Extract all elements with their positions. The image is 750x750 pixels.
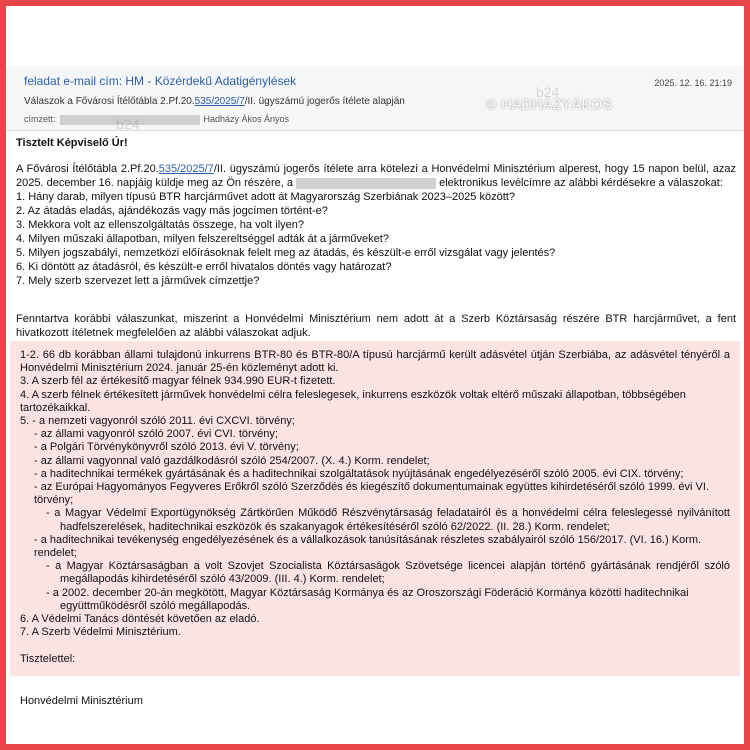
question-item: 2. Az átadás eladás, ajándékozás vagy más jogcímen történt-e? bbox=[16, 205, 328, 217]
intro-part-2: /II. ügyszámú jogerős ítélete arra kötelezi a Honvédelmi Minisztérium alperest, hogy 15 napon belül, azaz 2025. december 16. napjáig küldje meg az Ön részére, a bbox=[16, 163, 736, 189]
faint-watermark-2: b24 bbox=[116, 116, 140, 132]
greeting: Tisztelt Képviselő Úr! bbox=[16, 137, 128, 149]
answers-section bbox=[10, 341, 740, 707]
intro-part-3: elektronikus levélcímre az alábbi kérdésekre a válaszokat: bbox=[439, 177, 723, 189]
intro-paragraph bbox=[16, 162, 736, 190]
letter-body bbox=[16, 136, 736, 340]
question-item: 3. Mekkora volt az ellenszolgáltatás összege, ha volt ilyen? bbox=[16, 219, 304, 231]
question-item: 4. Milyen műszaki állapotban, milyen felszereltséggel adták át a járműveket? bbox=[16, 233, 389, 245]
question-item: 5. Milyen jogszabályi, nemzetközi előírásoknak felelt meg az átadás, és készült-e erről vizsgálat vagy jelentés? bbox=[16, 247, 556, 259]
question-item: 6. Ki döntött az átadásról, és készült-e erről hivatalos döntés vagy határozat? bbox=[16, 261, 392, 273]
signature: Honvédelmi Minisztérium bbox=[20, 694, 143, 707]
subject-line bbox=[24, 96, 405, 107]
email-header bbox=[6, 66, 744, 131]
intro-part-1: A Fővárosi Ítélőtábla 2.Pf.20. bbox=[16, 163, 159, 175]
answer-7: 7. A Szerb Védelmi Minisztérium. bbox=[20, 626, 181, 639]
faint-watermark-1: b24 bbox=[536, 84, 560, 100]
answer-5-item: - az Európai Hagyományos Fegyveres Erőkről szóló Szerződés és kiegészítő dokumentumainak együttes kihirdetéséről szóló 1999. évi VI. törvény; bbox=[34, 481, 710, 507]
answer-5-item: - a Magyar Védelmi Exportügynökség Zártkörűen Működő Részvénytársaság feladatairól és a honvédelmi célra feleslegessé nyilvánított hadfelszerelések, haditechnikai eszközök és szakanyagok értékesítéséről szóló 62/2022. (II. 28.) Korm. rendelet; bbox=[46, 507, 730, 533]
from-line[interactable]: feladat e-mail cím: HM - Közérdekű Adatigénylések bbox=[24, 74, 297, 88]
closing: Tisztelettel: bbox=[20, 653, 76, 666]
answer-5-item: - a Magyar Köztársaságban a volt Szovjet Szocialista Köztársaságok Szövetsége licencei alapján történő gyártásának rendjéről szóló megállapodás kihirdetéséről szóló 43/2009. (III. 4.) Korm. rendelet; bbox=[46, 560, 730, 586]
answer-5-head: 5. - a nemzeti vagyonról szóló 2011. évi CXCVI. törvény; bbox=[20, 415, 295, 428]
answer-3: 3. A szerb fél az értékesítő magyar félnek 934.990 EUR-t fizetett. bbox=[20, 375, 336, 388]
answer-6: 6. A Védelmi Tanács döntését követően az eladó. bbox=[20, 613, 260, 626]
subject-prefix: Válaszok a Fővárosi Ítélőtábla 2.Pf.20. bbox=[24, 96, 195, 107]
answer-5-item: - az állami vagyonról szóló 2007. évi CVI. törvény; bbox=[34, 428, 278, 441]
answer-5-item: - a Polgári Törvénykönyvről szóló 2013. évi V. törvény; bbox=[34, 441, 299, 454]
reservation-paragraph: Fenntartva korábbi válaszunkat, miszerint a Honvédelmi Minisztérium nem adott át a Szerb Köztársaság részére BTR harcjárművet, a fent hivatkozott ítéletnek megfelelően az alábbi válaszokat adjuk. bbox=[16, 313, 736, 339]
answer-5-item: - az állami vagyonnal való gazdálkodásról szóló 254/2007. (X. 4.) Korm. rendelet; bbox=[34, 454, 430, 467]
answer-5-item: - a haditechnikai tevékenység engedélyezésének és a vállalkozások tanúsításának részletes szabályairól szóló 156/2017. (VI. 16.) Korm. rendelet; bbox=[34, 533, 702, 560]
to-name: Hadházy Ákos Ányos bbox=[203, 114, 290, 124]
answer-5-item: - a haditechnikai termékek gyártásának és a haditechnikai szolgáltatások nyújtásának engedélyezéséről szóló 2005. évi CIX. törvény; bbox=[34, 467, 684, 480]
redacted-email bbox=[296, 178, 436, 189]
document-frame bbox=[6, 6, 744, 744]
subject-suffix: /II. ügyszámú jogerős ítélete alapján bbox=[244, 96, 405, 107]
question-item: 7. Mely szerb szervezet lett a járművek címzettje? bbox=[16, 275, 260, 287]
to-line bbox=[24, 114, 289, 125]
email-date: 2025. 12. 16. 21:19 bbox=[654, 78, 732, 88]
to-label: címzett: bbox=[24, 114, 56, 124]
intro-case-link[interactable]: 535/2025/7 bbox=[158, 163, 214, 175]
answer-4: 4. A szerb félnek értékesített járművek honvédelmi célra feleslegesek, inkurrens eszközök voltak eltérő műszaki állapotban, többségében tartozékaikkal. bbox=[20, 388, 686, 414]
answer-1-2: 1-2. 66 db korábban állami tulajdonú inkurrens BTR-80 és BTR-80/A típusú harcjármű került adásvétel útján Szerbiába, az adásvétel tényéről a Honvédelmi Minisztérium 2024. január 25-én közleményt adott ki. bbox=[20, 349, 730, 375]
subject-case-link[interactable]: 535/2025/7 bbox=[194, 96, 245, 107]
question-item: 1. Hány darab, milyen típusú BTR harcjárművet adott át Magyarország Szerbiának 2023–2025 között? bbox=[16, 191, 515, 203]
watermark: © HADHÁZYÁKOS bbox=[486, 96, 613, 112]
answer-5-item: - a 2002. december 20-án megkötött, Magyar Köztársaság Kormánya és az Oroszországi Föderáció Kormánya közötti haditechnikai együttműködésről szóló megállapodás. bbox=[46, 586, 689, 612]
